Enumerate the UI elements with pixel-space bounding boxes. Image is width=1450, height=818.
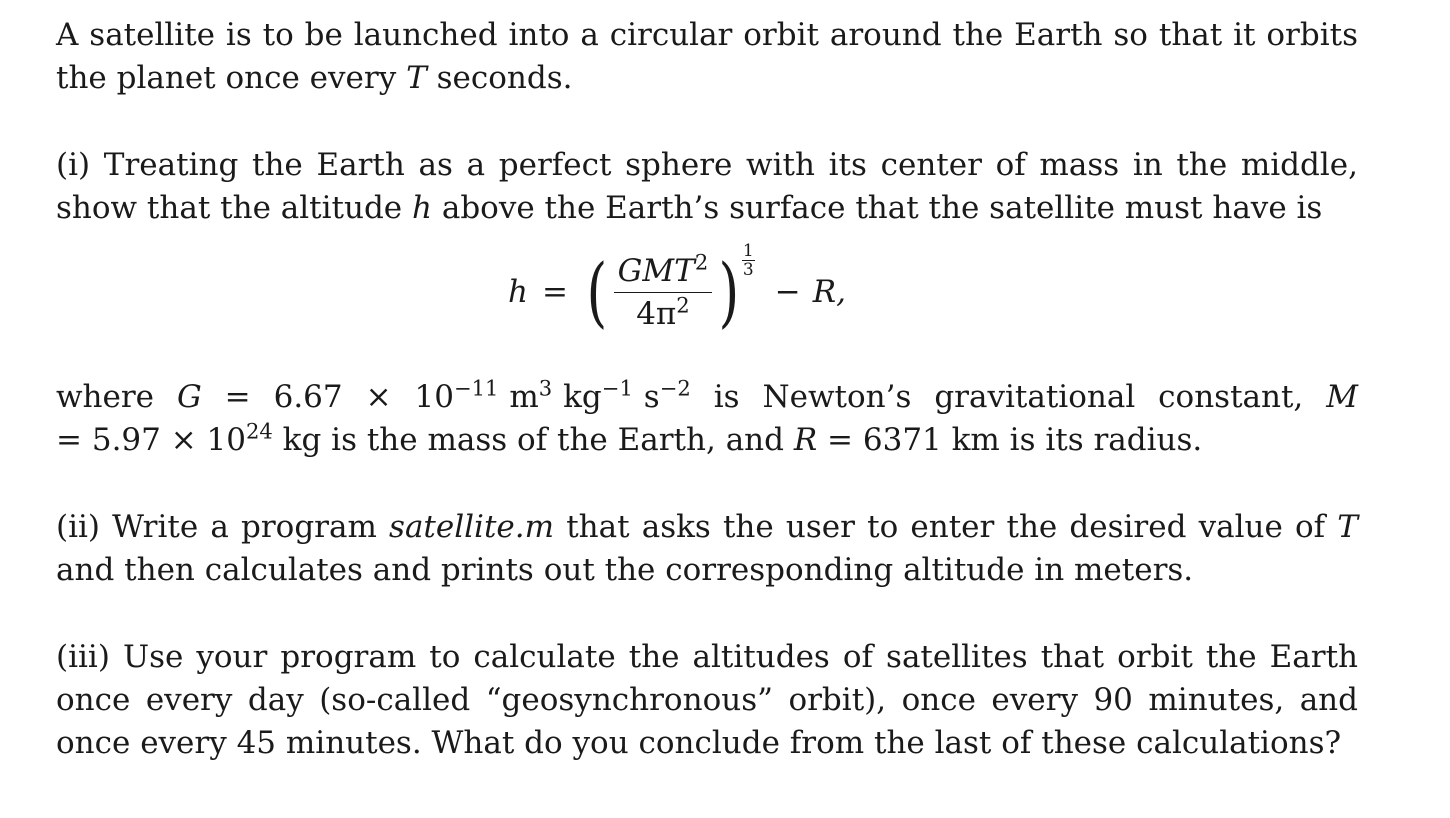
altitude-variable: h xyxy=(412,190,432,226)
cube-root-exponent: $\frac{1}{3}$ xyxy=(742,241,754,280)
fraction-denominator: $4\pi^2$ xyxy=(636,291,690,332)
program-name: satellite.m xyxy=(389,509,555,545)
right-paren: ) xyxy=(718,247,740,336)
constants-definition: where $G = 6.67 \times 10^{-11}$ $m^3$ $kg^{-1}$ $s^{-2}$ is Newton’s gravitational constant, $M = 5.97 \times 10^{24}$ kg is the mass of the Earth, and R = 6371 km is its radius. xyxy=(56,375,1358,458)
equals-sign: = xyxy=(542,273,568,310)
m-symbol: M xyxy=(1326,379,1358,415)
intro-text: A satellite is to be launched into a circular orbit around the Earth so that it orbits the planet once every xyxy=(56,17,1358,96)
minus-sign: − xyxy=(774,273,801,310)
part-i-text-end: above the Earth’s surface that the satellite must have is xyxy=(431,190,1323,226)
part-iii: (iii) Use your program to calculate the altitudes of satellites that orbit the Earth once every day (so-called “geosynchronous” orbit), once every 90 minutes, and once every 45 minutes. What do you conclude from the last of these calculations? xyxy=(56,639,1358,761)
equation-fraction xyxy=(614,248,713,333)
part-i xyxy=(56,144,1358,230)
period-variable: T xyxy=(406,60,427,96)
left-paren: ( xyxy=(586,247,608,336)
equation-rhs: R, xyxy=(812,273,846,310)
equation-lhs: h xyxy=(508,273,529,310)
altitude-equation xyxy=(56,236,1358,348)
part-ii: (ii) Write a program satellite.m that asks the user to enter the desired value of T and then calculates and prints out the corresponding altitude in meters. xyxy=(56,509,1358,588)
intro-text-end: seconds. xyxy=(426,60,573,96)
g-symbol: G xyxy=(176,379,202,415)
problem-intro xyxy=(56,14,1358,100)
part-i-text: (i) Treating the Earth as a perfect sphere with its center of mass in the middle, show that the altitude xyxy=(56,147,1358,226)
fraction-numerator: GMT$^2$ xyxy=(614,252,713,293)
r-symbol: R xyxy=(793,422,818,458)
